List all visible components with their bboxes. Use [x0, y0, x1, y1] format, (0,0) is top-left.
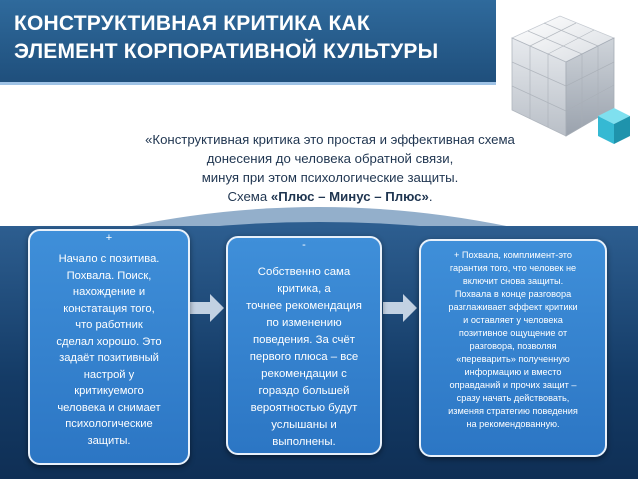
- quote-line-2: донесения до человека обратной связи,: [206, 151, 454, 166]
- box-line: сразу начать действовать,: [456, 393, 570, 403]
- box-mark-plus: +: [105, 232, 113, 244]
- quote-line-4-prefix: Схема: [227, 189, 271, 204]
- box-line: услышаны и: [271, 419, 337, 431]
- box-line: по изменению: [266, 317, 342, 329]
- box-line: психологические: [65, 418, 153, 430]
- box-line: вероятностью будут: [250, 402, 358, 414]
- box-line: сделал хорошо. Это: [56, 335, 162, 348]
- box-line: выполнены.: [272, 436, 336, 448]
- box-line: на рекомендованную.: [466, 419, 560, 429]
- box-line: констатация того,: [63, 302, 155, 315]
- box-line: рекомендации с: [261, 368, 347, 380]
- quote-line-3: минуя при этом психологические защиты.: [201, 170, 459, 185]
- box-line: оправданий и прочих защит –: [449, 380, 577, 390]
- box-line: точнее рекомендация: [246, 300, 362, 312]
- box-line: включит снова защиты.: [462, 276, 564, 286]
- title-line-1: КОНСТРУКТИВНАЯ КРИТИКА КАК: [14, 12, 370, 35]
- title-line-2: ЭЛЕМЕНТ КОРПОРАТИВНОЙ КУЛЬТУРЫ: [14, 40, 439, 63]
- box-line: первого плюса – все: [249, 351, 359, 363]
- box-line: Похвала в конце разговора: [454, 289, 572, 299]
- quote-line-4: [60, 187, 600, 206]
- plus-start-box: [28, 229, 190, 465]
- box-line: разговора, позволяя: [469, 341, 557, 351]
- arrow-right-icon: [383, 292, 419, 324]
- box-mark-minus: -: [302, 239, 306, 251]
- box-line: нахождение и: [72, 286, 146, 298]
- box-line: + Похвала, комплимент-это: [453, 250, 573, 260]
- box-line: изменяя стратегию поведения: [448, 406, 578, 416]
- box-line: поведения. За счёт: [252, 334, 356, 346]
- box-line: Собственно сама: [257, 266, 351, 278]
- box-line: Начало с позитива.: [58, 253, 160, 265]
- quote-text: [60, 130, 600, 206]
- box-line: задаёт позитивный: [59, 352, 159, 364]
- quote-line-1: «Конструктивная критика это простая и эффективная схема: [145, 132, 515, 147]
- quote-line-4-suffix: .: [428, 189, 433, 204]
- box-line: и оставляет у человека: [463, 315, 563, 325]
- box-line: гораздо большей: [258, 385, 350, 397]
- box-line: защиты.: [87, 434, 131, 447]
- slide-title: [14, 10, 494, 66]
- box-text: [228, 264, 380, 451]
- box-line: настрой у: [83, 368, 135, 381]
- box-line: критикуемого: [74, 385, 144, 397]
- plus-end-box: [419, 239, 607, 457]
- box-line: информацию и вместо: [464, 367, 562, 377]
- box-line: человека и снимает: [57, 401, 161, 414]
- box-line: позитивное ощущение от: [458, 328, 568, 338]
- box-text: [30, 251, 188, 449]
- arrow-right-icon: [190, 292, 226, 324]
- box-line: критика, а: [277, 283, 331, 295]
- box-line: «переварить» полученную: [456, 354, 570, 364]
- box-line: гарантия того, что человек не: [449, 263, 577, 273]
- box-line: что работник: [75, 319, 143, 331]
- quote-scheme-name: «Плюс – Минус – Плюс»: [270, 189, 429, 204]
- box-text: [421, 249, 605, 431]
- box-line: разглаживает эффект критики: [448, 302, 578, 312]
- box-line: Похвала. Поиск,: [66, 269, 152, 282]
- minus-criticism-box: [226, 236, 382, 455]
